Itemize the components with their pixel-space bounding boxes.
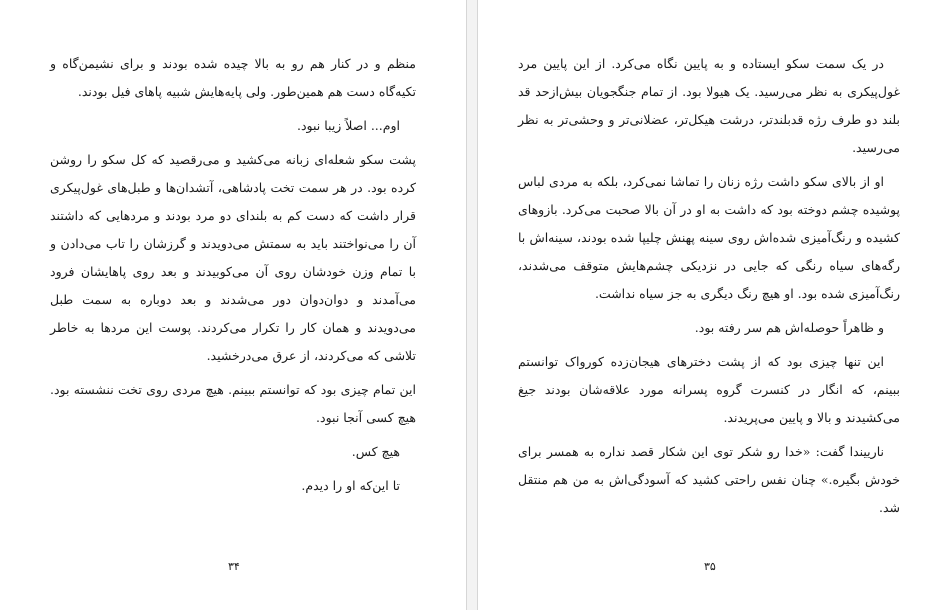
paragraph: تا این‌که او را دیدم. [301,478,400,493]
left-page-text [50,50,416,506]
paragraph: منظم و در کنار هم رو به بالا چیده شده بودند و برای نشیمن‌گاه و تکیه‌گاه دست هم همین‌طور. ولی پایه‌هایش شبیه پاهای فیل بودند. [50,56,416,99]
right-page-text [518,50,900,528]
paragraph: این تنها چیزی بود که از پشت دخترهای هیجان‌زده کورواک توانستم ببینم، که انگار در کنسرت گروه پسرانه مورد علاقه‌شان بودند جیغ می‌کشیدند و بالا و پایین می‌پریدند. [518,354,900,425]
paragraph: او از بالای سکو داشت رژه زنان را تماشا نمی‌کرد، بلکه به مردی لباس پوشیده چشم دوخته بود که داشت به او در آن بالا صحبت می‌کرد. بازوهای کشیده و رنگ‌آمیزی شده‌اش روی سینه پهنش چلیپا شده بودند، سینه‌اش با رگه‌های سیاه رنگی که جایی در نزدیکی چشم‌هایش متوقف می‌شدند، رنگ‌آمیزی شده بود. او هیچ رنگ دیگری به جز سیاه نداشت. [518,174,900,301]
page-number: ۳۴ [228,560,240,573]
paragraph: اوم... اصلاً زیبا نبود. [297,118,400,133]
right-page [478,0,949,610]
paragraph: در یک سمت سکو ایستاده و به پایین نگاه می‌کرد. از این پایین مرد غول‌پیکری به نظر می‌رسید. یک هیولا بود. از تمام جنگجویان بیش‌ازحد قد بلند دو طرف رژه قدبلندتر، درشت هیکل‌تر، عضلانی‌تر و وحشی‌تر به نظر می‌رسید. [518,56,900,155]
book-gutter [466,0,478,610]
paragraph: این تمام چیزی بود که توانستم ببینم. هیچ مردی روی تخت ننشسته بود. هیچ کسی آنجا نبود. [50,382,416,425]
paragraph: پشت سکو شعله‌ای زبانه می‌کشید و می‌رقصید که کل سکو را روشن کرده بود. در هر سمت تخت پادشاهی، آتشدان‌ها و طبل‌های غول‌پیکری قرار داشت که دست کم به بلندای دو مرد بودند و مردهایی که داشتند آن را می‌نواختند باید به سمتش می‌دویدند و گرزشان را تاب می‌دادن و با تمام وزن خودشان روی آن می‌کوبیدند و بعد روی پاهایشان فرود می‌آمدند و دوان‌دوان دور می‌شدند و بعد دوباره به سمت طبل می‌دویدند و همان کار را تکرار می‌کردند. پوست این مردها به خاطر تلاشی که می‌کردند، از عرق می‌درخشید. [50,152,416,363]
paragraph: نارییندا گفت: «خدا رو شکر توی این شکار قصد نداره به همسر برای خودش بگیره.» چنان نفس راحتی کشید که آسودگی‌اش به من هم منتقل شد. [518,444,900,515]
page-number: ۳۵ [704,560,716,573]
paragraph: و ظاهراً حوصله‌اش هم سر رفته بود. [694,320,884,335]
left-page [0,0,466,610]
paragraph: هیچ کس. [351,444,400,459]
